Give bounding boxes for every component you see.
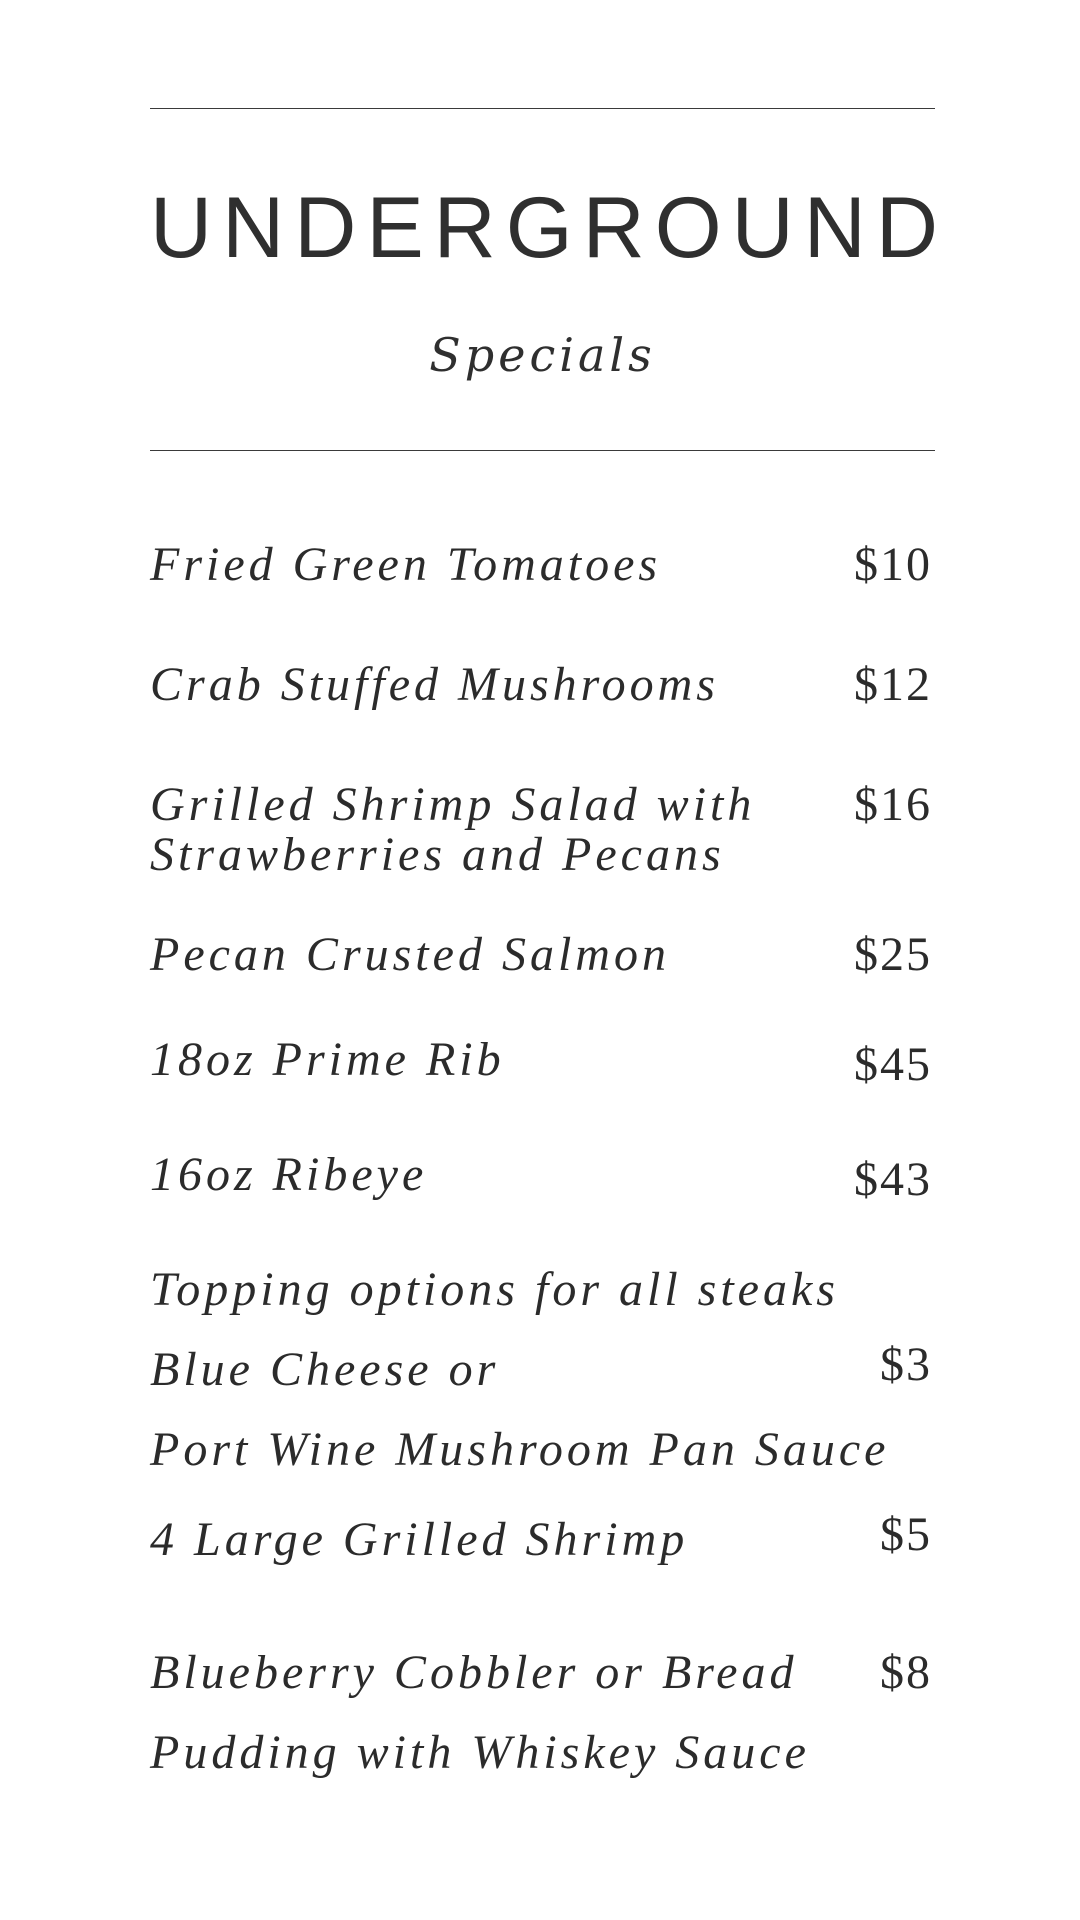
topping-option-pan-sauce: Port Wine Mushroom Pan Sauce	[150, 1423, 890, 1476]
menu-item-name: Strawberries and Pecans	[150, 828, 725, 881]
dessert-name: Blueberry Cobbler or Bread	[150, 1646, 798, 1699]
menu-item-name: Crab Stuffed Mushrooms	[150, 658, 719, 711]
menu-item-price: $16	[854, 778, 932, 831]
menu-item-price: $12	[854, 658, 932, 711]
menu-item-name: Grilled Shrimp Salad with	[150, 778, 756, 831]
menu-subtitle: Specials	[429, 328, 656, 382]
topping-shrimp-price: $5	[880, 1508, 932, 1561]
dessert-name: Pudding with Whiskey Sauce	[150, 1726, 810, 1779]
topping-option-blue-cheese: Blue Cheese or	[150, 1343, 500, 1396]
menu-item-price: $25	[854, 928, 932, 981]
menu-item-price: $43	[854, 1153, 932, 1206]
toppings-heading: Topping options for all steaks	[150, 1263, 839, 1316]
menu-item-name: 16oz Ribeye	[150, 1148, 428, 1201]
restaurant-name: UNDERGROUND	[150, 180, 948, 276]
menu-item-name: Fried Green Tomatoes	[150, 538, 662, 591]
dessert-price: $8	[880, 1646, 932, 1699]
menu-item-name: Pecan Crusted Salmon	[150, 928, 670, 981]
menu-item-price: $45	[854, 1038, 932, 1091]
menu-item-name: 18oz Prime Rib	[150, 1033, 505, 1086]
top-divider	[150, 108, 935, 109]
header-bottom-divider	[150, 450, 935, 451]
topping-option-shrimp: 4 Large Grilled Shrimp	[150, 1513, 689, 1566]
menu-item-price: $10	[854, 538, 932, 591]
topping-price: $3	[880, 1338, 932, 1391]
